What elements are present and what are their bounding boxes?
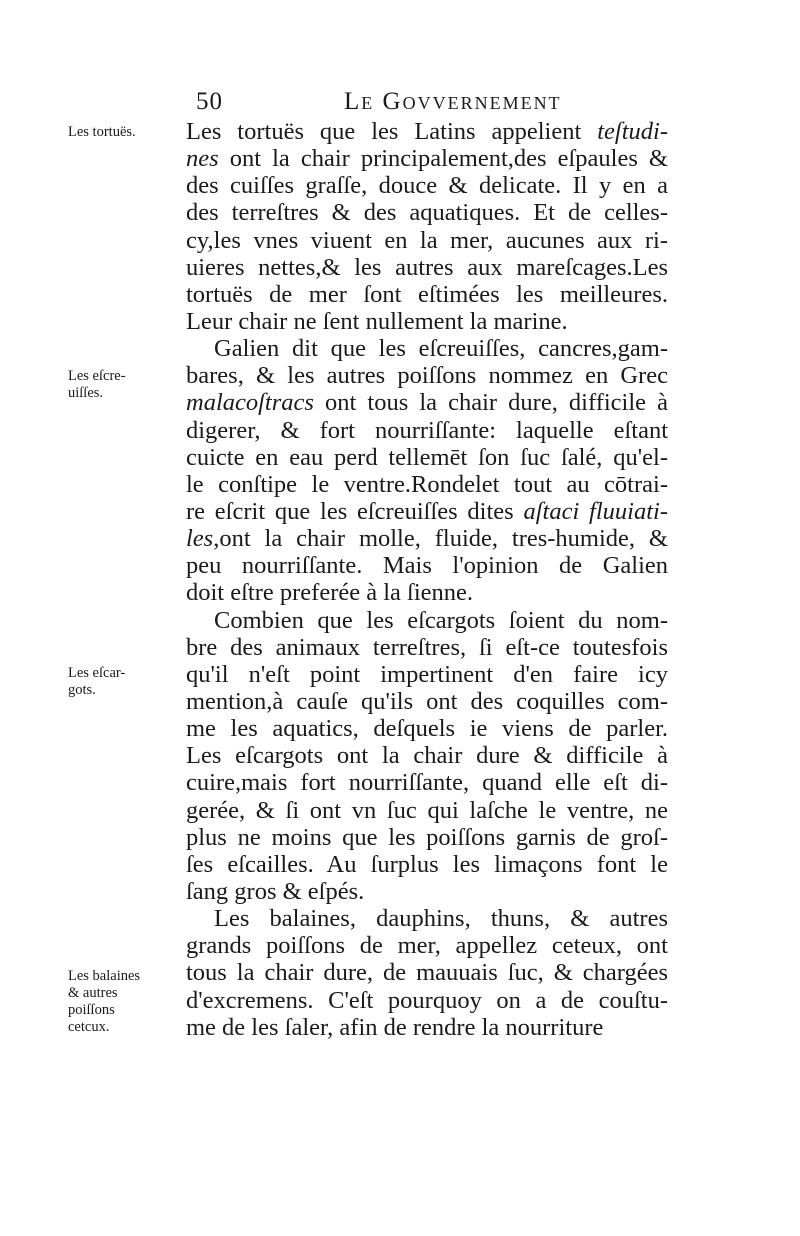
text-line	[186, 742, 668, 769]
text-line	[186, 118, 668, 145]
text-line	[186, 932, 668, 959]
text-line	[186, 525, 668, 552]
text-segment: Les tortuës que les Latins appelient	[186, 118, 598, 145]
text-segment: des cuiſſes graſſe, douce & delicate. Il y en a	[186, 172, 668, 200]
text-segment: re eſcrit que les eſcreuiſſes dites	[186, 497, 524, 525]
text-segment: Combien que les eſcargots ſoient du nom-	[214, 606, 668, 634]
text-segment: digerer, & fort nourriſſante: laquelle eſtant	[186, 416, 668, 444]
text-line	[186, 797, 668, 824]
text-line	[186, 905, 668, 932]
text-segment: bre des animaux terreſtres, ſi eſt-ce toutesfois	[186, 633, 668, 661]
text-segment: aſtaci fluuiati-	[523, 497, 668, 525]
text-line	[186, 715, 668, 742]
text-segment: plus ne moins que les poiſſons garnis de groſ-	[186, 823, 668, 851]
page-number: 50	[196, 88, 223, 115]
text-segment: ſang gros & eſpés.	[186, 877, 365, 905]
text-segment: grands poiſſons de mer, appellez ceteux, ont	[186, 932, 668, 960]
text-line	[186, 417, 668, 444]
margin-note-balaines	[68, 968, 180, 1036]
text-segment: Galien dit que les eſcreuiſſes, cancres,gam-	[214, 335, 668, 363]
text-segment: qu'il n'eſt point impertinent d'en faire icy	[186, 660, 668, 688]
text-line	[186, 335, 668, 362]
text-segment: mention,à cauſe qu'ils ont des coquilles com-	[186, 687, 668, 715]
text-segment: doit eſtre preferée à la ſienne.	[186, 579, 474, 607]
text-segment: Les eſcargots ont la chair dure & difficile à	[186, 742, 668, 770]
text-line	[186, 444, 668, 471]
text-line	[186, 254, 668, 281]
text-segment: cy,les vnes viuent en la mer, aucunes aux ri-	[186, 226, 668, 254]
text-line	[186, 987, 668, 1014]
text-segment: ont tous la chair dure, difficile à	[313, 389, 668, 417]
text-line	[186, 471, 668, 498]
text-line	[186, 661, 668, 688]
text-line	[186, 607, 668, 634]
text-segment: teſtudi-	[597, 118, 668, 145]
text-segment: malacoſtracs	[186, 389, 314, 417]
margin-note-tortues	[68, 124, 180, 141]
text-line	[186, 199, 668, 226]
text-line	[186, 552, 668, 579]
text-segment: le conſtipe le ventre.Rondelet tout au cōtrai-	[186, 470, 668, 498]
text-line	[186, 769, 668, 796]
text-segment: les	[186, 525, 214, 553]
text-line	[186, 308, 668, 335]
text-segment: cuicte en eau perd tellemēt ſon ſuc ſalé, qu'el-	[186, 443, 668, 471]
margin-note-text: Les tortuës.	[68, 124, 136, 140]
text-line	[186, 389, 668, 416]
text-segment: des terreſtres & des aquatiques. Et de celles-	[186, 199, 668, 227]
margin-note-escreuisses	[68, 368, 180, 402]
margin-note-text: Les balaines & autres poiſſons cetcux.	[68, 968, 141, 1035]
text-segment: uieres nettes,& les autres aux mareſcages.Les	[186, 253, 668, 281]
text-segment: gerée, & ſi ont vn ſuc qui laſche le ventre, ne	[186, 796, 668, 824]
text-segment: cuire,mais fort nourriſſante, quand elle eſt di-	[186, 769, 668, 797]
text-segment: bares, & les autres poiſſons nommez en Grec	[186, 362, 668, 390]
page-header	[196, 88, 666, 122]
text-segment: ,ont la chair molle, fluide, tres-humide, &	[213, 525, 668, 553]
text-segment: peu nourriſſante. Mais l'opinion de Galien	[186, 552, 668, 580]
margin-note-text: Les eſcar- gots.	[68, 665, 126, 698]
text-line	[186, 172, 668, 199]
text-line	[186, 281, 668, 308]
text-segment: ont la chair principalement,des eſpaules &	[218, 145, 668, 173]
margin-note-text: Les eſcre- uiſſes.	[68, 368, 126, 401]
body-text	[186, 118, 668, 1041]
text-segment: nes	[186, 145, 219, 173]
text-segment: me de les ſaler, afin de rendre la nourriture	[186, 1013, 604, 1041]
text-line	[186, 634, 668, 661]
text-line	[186, 362, 668, 389]
text-line	[186, 579, 668, 606]
text-segment: Leur chair ne ſent nullement la marine.	[186, 307, 568, 335]
text-line	[186, 851, 668, 878]
running-title: Le Govvernement	[344, 88, 562, 115]
text-segment: tortuës de mer ſont eſtimées les meilleures.	[186, 280, 668, 308]
text-line	[186, 498, 668, 525]
text-line	[186, 959, 668, 986]
text-line	[186, 878, 668, 905]
text-line	[186, 227, 668, 254]
text-line	[186, 145, 668, 172]
text-line	[186, 824, 668, 851]
text-segment: Les balaines, dauphins, thuns, & autres	[214, 905, 668, 933]
text-line	[186, 1014, 668, 1041]
margin-note-escargots	[68, 665, 180, 699]
text-segment: ſes eſcailles. Au ſurplus les limaçons font le	[186, 850, 668, 878]
text-line	[186, 688, 668, 715]
text-segment: d'excremens. C'eſt pourquoy on a de couſtu-	[186, 986, 668, 1014]
text-segment: me les aquatics, deſquels ie viens de parler.	[186, 715, 668, 743]
text-segment: tous la chair dure, de mauuais ſuc, & chargées	[186, 959, 668, 987]
